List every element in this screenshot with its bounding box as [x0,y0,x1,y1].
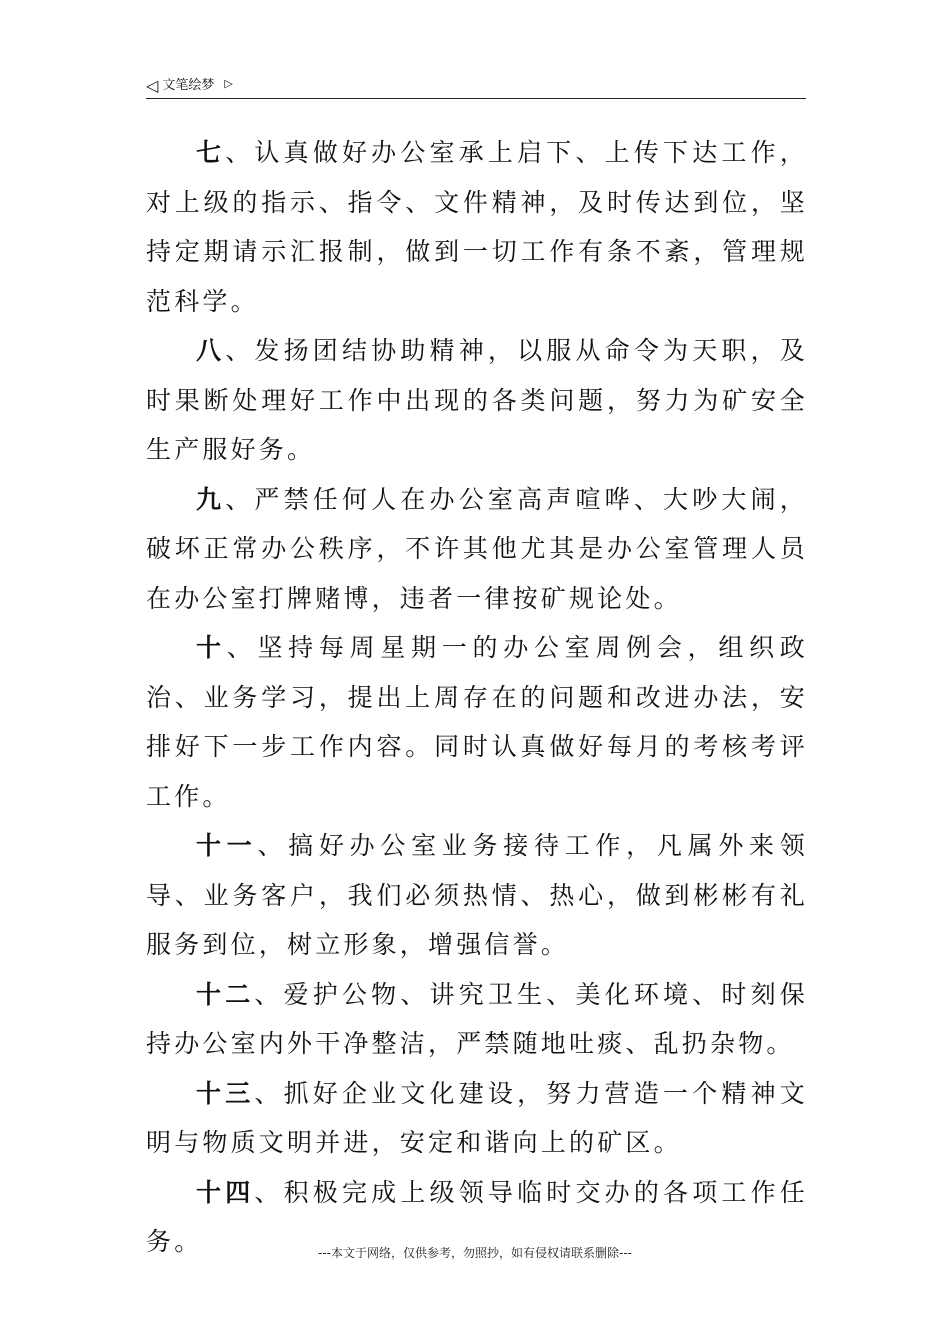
paragraph-text: 、抓好企业文化建设，努力营造一个精神文明与物质文明并进，安定和谐向上的矿区。 [146,1078,808,1157]
page-footer: ---本文于网络，仅供参考，勿照抄，如有侵权请联系删除--- [318,1246,632,1260]
document-body [146,128,808,1267]
item-number: 十四 [196,1177,255,1207]
paragraph-text: 、发扬团结协助精神，以服从命令为天职，及时果断处理好工作中出现的各类问题，努力为矿安全生产服好务。 [146,336,808,464]
paragraph-text: 、搞好办公室业务接待工作，凡属外来领导、业务客户，我们必须热情、热心，做到彬彬有礼服务到位，树立形象，增强信誉。 [146,831,808,959]
paragraph-8 [146,326,808,475]
paragraph-text: 、认真做好办公室承上启下、上传下达工作，对上级的指示、指令、文件精神，及时传达到位，坚持定期请示汇报制，做到一切工作有条不紊，管理规范科学。 [146,138,808,316]
item-number: 十二 [196,979,255,1009]
right-triangle-icon: ▷ [224,77,233,90]
paragraph-10 [146,623,808,821]
paragraph-text: 、坚持每周星期一的办公室周例会，组织政治、业务学习，提出上周存在的问题和改进办法，安排好下一步工作内容。同时认真做好每月的考核考评工作。 [146,633,808,811]
paragraph-12 [146,970,808,1069]
paragraph-7 [146,128,808,326]
item-number: 十 [196,633,227,662]
header-title: 文笔绘梦 [162,78,215,93]
item-number: 八 [196,336,226,365]
item-number: 七 [196,138,226,167]
paragraph-11 [146,821,808,970]
paragraph-13 [146,1069,808,1168]
left-triangle-icon: ◁ [146,76,159,95]
paragraph-9 [146,475,808,624]
page-header [146,74,806,99]
paragraph-text: 、严禁任何人在办公室高声喧哗、大吵大闹，破坏正常办公秩序，不许其他尤其是办公室管理人员在办公室打牌赌博，违者一律按矿规论处。 [146,484,808,613]
item-number: 十一 [196,831,258,860]
paragraph-text: 、积极完成上级领导临时交办的各项工作任务。 [146,1177,808,1256]
paragraph-text: 、爱护公物、讲究卫生、美化环境、时刻保持办公室内外干净整洁，严禁随地吐痰、乱扔杂物。 [146,979,808,1058]
item-number: 九 [196,484,226,514]
item-number: 十三 [196,1078,255,1108]
